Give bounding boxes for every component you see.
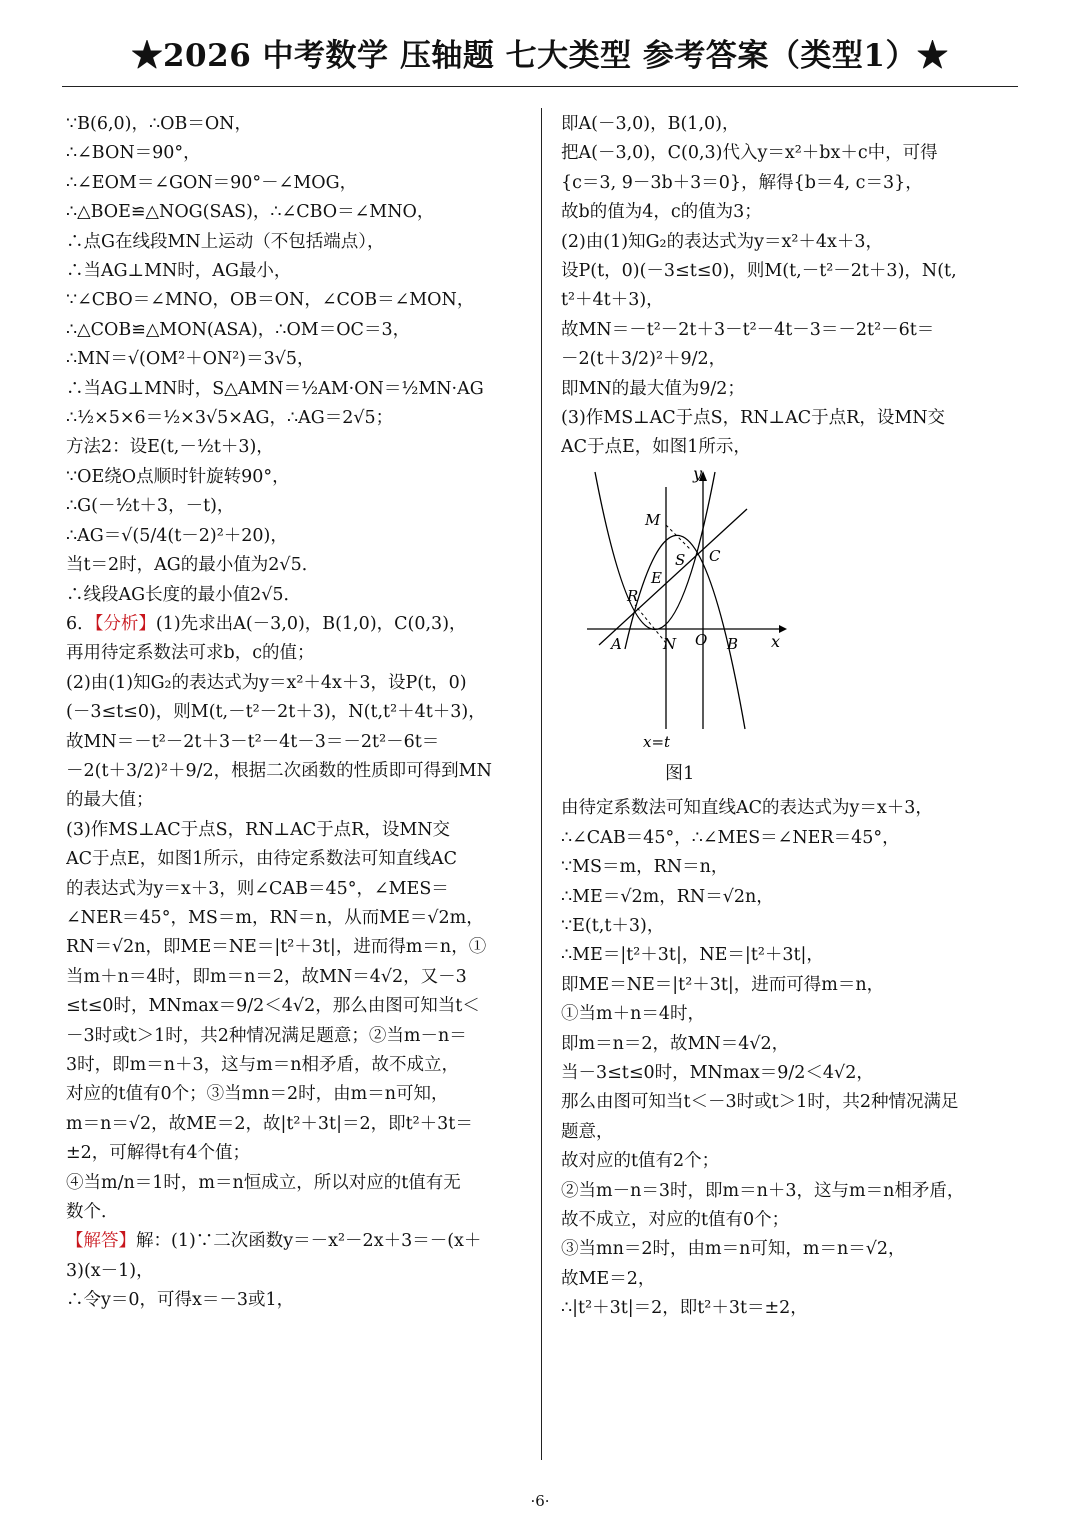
segment-rn [635, 605, 666, 643]
solution-heading [66, 1227, 528, 1256]
analysis-tag: 【分析】 [94, 613, 156, 634]
text-line: ∴½×5×6＝½×3√5×AG，∴AG＝2√5； [66, 408, 394, 429]
label-m: M [645, 510, 661, 529]
text-line: ≤t≤0时，MNmax＝9/2＜4√2，那么由图可知当t＜ [66, 996, 480, 1017]
text-line: ∴∠BON＝90°， [66, 143, 201, 164]
text-line: 那么由图可知当t＜－3时或t＞1时，共2种情况满足 [561, 1092, 959, 1113]
text-line: 当－3≤t≤0时，MNmax＝9/2＜4√2， [561, 1062, 874, 1083]
text-line: ∴当AG⊥MN时，AG最小， [66, 261, 292, 282]
text-line: ∴△BOE≌△NOG(SAS)，∴∠CBO＝∠MNO， [66, 202, 435, 223]
text-line: 故对应的t值有2个； [561, 1151, 720, 1172]
solution-tag: 【解答】 [66, 1231, 136, 1252]
text-line: (－3≤t≤0)，则M(t,－t²－2t＋3)，N(t,t²＋4t＋3)， [66, 702, 486, 723]
text-line: 对应的t值有0个；③当mn＝2时，由m＝n可知， [66, 1084, 449, 1105]
text-line: ②当m－n＝3时，即m＝n＋3，这与m＝n相矛盾， [561, 1180, 965, 1201]
text-line: 即ME＝NE＝|t²＋3t|，进而可得m＝n， [561, 974, 885, 995]
column-divider [541, 108, 542, 1460]
label-y: y [693, 466, 703, 483]
text-line: ∴令y＝0，可得x＝－3或1， [66, 1290, 295, 1311]
label-a: A [611, 634, 622, 653]
text-line: ±2，可解得t有4个值； [66, 1143, 250, 1164]
parabola-figure [567, 467, 797, 757]
figure-1 [567, 467, 797, 757]
text-line: 把A(－3,0)，C(0,3)代入y＝x²＋bx＋c中，可得 [561, 143, 938, 164]
text-line: ④当m/n＝1时，m＝n恒成立，所以对应的t值有无 [66, 1172, 461, 1193]
line-ac [599, 509, 747, 645]
text-line: ∴△COB≌△MON(ASA)，∴OM＝OC＝3， [66, 319, 411, 340]
left-column [66, 110, 528, 1316]
text-line: 即m＝n＝2，故MN＝4√2， [561, 1033, 790, 1054]
text-line: 故MN＝－t²－2t＋3－t²－4t－3＝－2t²－6t＝ [66, 731, 440, 752]
label-e: E [651, 568, 662, 587]
text-line: 的最大值； [66, 790, 154, 811]
text-line: ∠NER＝45°，MS＝m，RN＝n，从而ME＝√2m， [66, 907, 484, 928]
label-s: S [675, 550, 686, 569]
right-column-text-bottom [561, 794, 1021, 1323]
text-line: ∵MS＝m，RN＝n， [561, 857, 729, 878]
right-column-text-top [561, 110, 1021, 463]
parabola-g2 [595, 472, 715, 630]
text-line: (3)作MS⊥AC于点S，RN⊥AC于点R，设MN交 [66, 819, 451, 840]
text-line: AC于点E，如图1所示，由待定系数法可知直线AC [66, 849, 457, 870]
text-line: ∴∠CAB＝45°，∴∠MES＝∠NER＝45°， [561, 827, 900, 848]
text-line: 3)(x－1)， [66, 1260, 154, 1281]
text-line: ∵OE绕O点顺时针旋转90°， [66, 466, 290, 487]
page-number: ·6· [530, 1492, 550, 1510]
label-c: C [709, 546, 721, 565]
text-line: ∵∠CBO＝∠MNO，OB＝ON，∠COB＝∠MON， [66, 290, 475, 311]
text-line: －2(t＋3/2)²＋9/2， [561, 349, 727, 370]
text-line: t²＋4t＋3)， [561, 290, 664, 311]
text-line: 故不成立，对应的t值有0个； [561, 1209, 790, 1230]
text-line: 当t＝2时，AG的最小值为2√5． [66, 555, 320, 576]
text-line: 即A(－3,0)，B(1,0)， [561, 114, 740, 134]
text-line: ∴当AG⊥MN时，S△AMN＝½AM·ON＝½MN·AG [66, 378, 484, 399]
text-line: ∴线段AG长度的最小值2√5． [66, 584, 302, 605]
text-line: ∵B(6,0)，∴OB＝ON， [66, 114, 252, 134]
text-line: 3时，即m＝n＋3，这与m＝n相矛盾，故不成立， [66, 1055, 459, 1075]
text-line: ∴ME＝√2m，RN＝√2n， [561, 886, 774, 907]
label-x-equals-t: x=t [643, 732, 671, 751]
text-line: 故MN＝－t²－2t＋3－t²－4t－3＝－2t²－6t＝ [561, 319, 935, 340]
text-line: －2(t＋3/2)²＋9/2，根据二次函数的性质即可得到MN [66, 760, 492, 781]
figure-caption: 图1 [665, 762, 695, 784]
text-line: 再用待定系数法可求b，c的值； [66, 643, 315, 664]
text-line: 即MN的最大值为9/2； [561, 378, 745, 399]
text-line: ∴G(－½t＋3，－t)， [66, 496, 235, 517]
text-line: RN＝√2n，即ME＝NE＝|t²＋3t|，进而得m＝n，① [66, 937, 487, 958]
text-line: ∴点G在线段MN上运动（不包括端点）， [66, 231, 385, 252]
text-line: ∴MN＝√(OM²＋ON²)＝3√5， [66, 349, 315, 370]
text-line: 由待定系数法可知直线AC的表达式为y＝x＋3， [561, 798, 933, 819]
x-axis-arrow [779, 625, 787, 633]
analysis-text: (1)先求出A(－3,0)，B(1,0)，C(0,3)， [155, 613, 467, 634]
label-b: B [727, 634, 739, 653]
question-number: 6． [66, 613, 95, 634]
text-line: AC于点E，如图1所示， [561, 437, 751, 458]
text-line: 当m＋n＝4时，即m＝n＝2，故MN＝4√2，又－3 [66, 966, 467, 987]
text-line: ①当m＋n＝4时， [561, 1004, 705, 1025]
label-r: R [627, 586, 639, 605]
page-title: ★2026 中考数学 压轴题 七大类型 参考答案（类型1）★ [131, 38, 949, 74]
header-divider [62, 86, 1018, 87]
text-line: ∴|t²＋3t|＝2，即t²＋3t＝±2， [561, 1298, 808, 1319]
text-line: ∴ME＝|t²＋3t|，NE＝|t²＋3t|， [561, 945, 824, 966]
solution-text: 解：(1)∵二次函数y＝－x²－2x＋3＝－(x＋ [136, 1231, 482, 1252]
text-line: ∴∠EOM＝∠GON＝90°－∠MOG， [66, 172, 358, 193]
text-line: m＝n＝√2，故ME＝2，故|t²＋3t|＝2，即t²＋3t＝ [66, 1113, 473, 1134]
text-line: ∵E(t,t＋3)， [561, 915, 665, 936]
text-line: －3时或t＞1时，共2种情况满足题意；②当m－n＝ [66, 1025, 467, 1046]
question-6-heading [66, 610, 528, 639]
text-line: 的表达式为y＝x＋3，则∠CAB＝45°，∠MES＝ [66, 878, 449, 899]
label-o: O [695, 630, 708, 649]
text-line: (2)由(1)知G₂的表达式为y＝x²＋4x＋3， [561, 231, 883, 252]
text-line: 故ME＝2， [561, 1268, 656, 1289]
label-x: x [771, 631, 781, 651]
text-line: 方法2：设E(t,－½t＋3)， [66, 437, 274, 458]
text-line: ∴AG＝√(5/4(t－2)²＋20)， [66, 525, 288, 546]
text-line: 题意， [561, 1121, 614, 1142]
text-line: (3)作MS⊥AC于点S，RN⊥AC于点R，设MN交 [561, 408, 946, 429]
label-n: N [663, 634, 677, 653]
text-line: 设P(t，0)(－3≤t≤0)，则M(t,－t²－2t＋3)，N(t, [561, 261, 957, 282]
text-line: 故b的值为4，c的值为3； [561, 202, 762, 223]
text-line: 数个． [66, 1202, 119, 1223]
right-column [561, 110, 1021, 1324]
text-line: {c＝3, 9－3b＋3＝0}，解得{b＝4, c＝3}， [561, 172, 923, 193]
text-line: ③当mn＝2时，由m＝n可知，m＝n＝√2， [561, 1239, 906, 1260]
text-line: (2)由(1)知G₂的表达式为y＝x²＋4x＋3，设P(t，0) [66, 672, 467, 693]
